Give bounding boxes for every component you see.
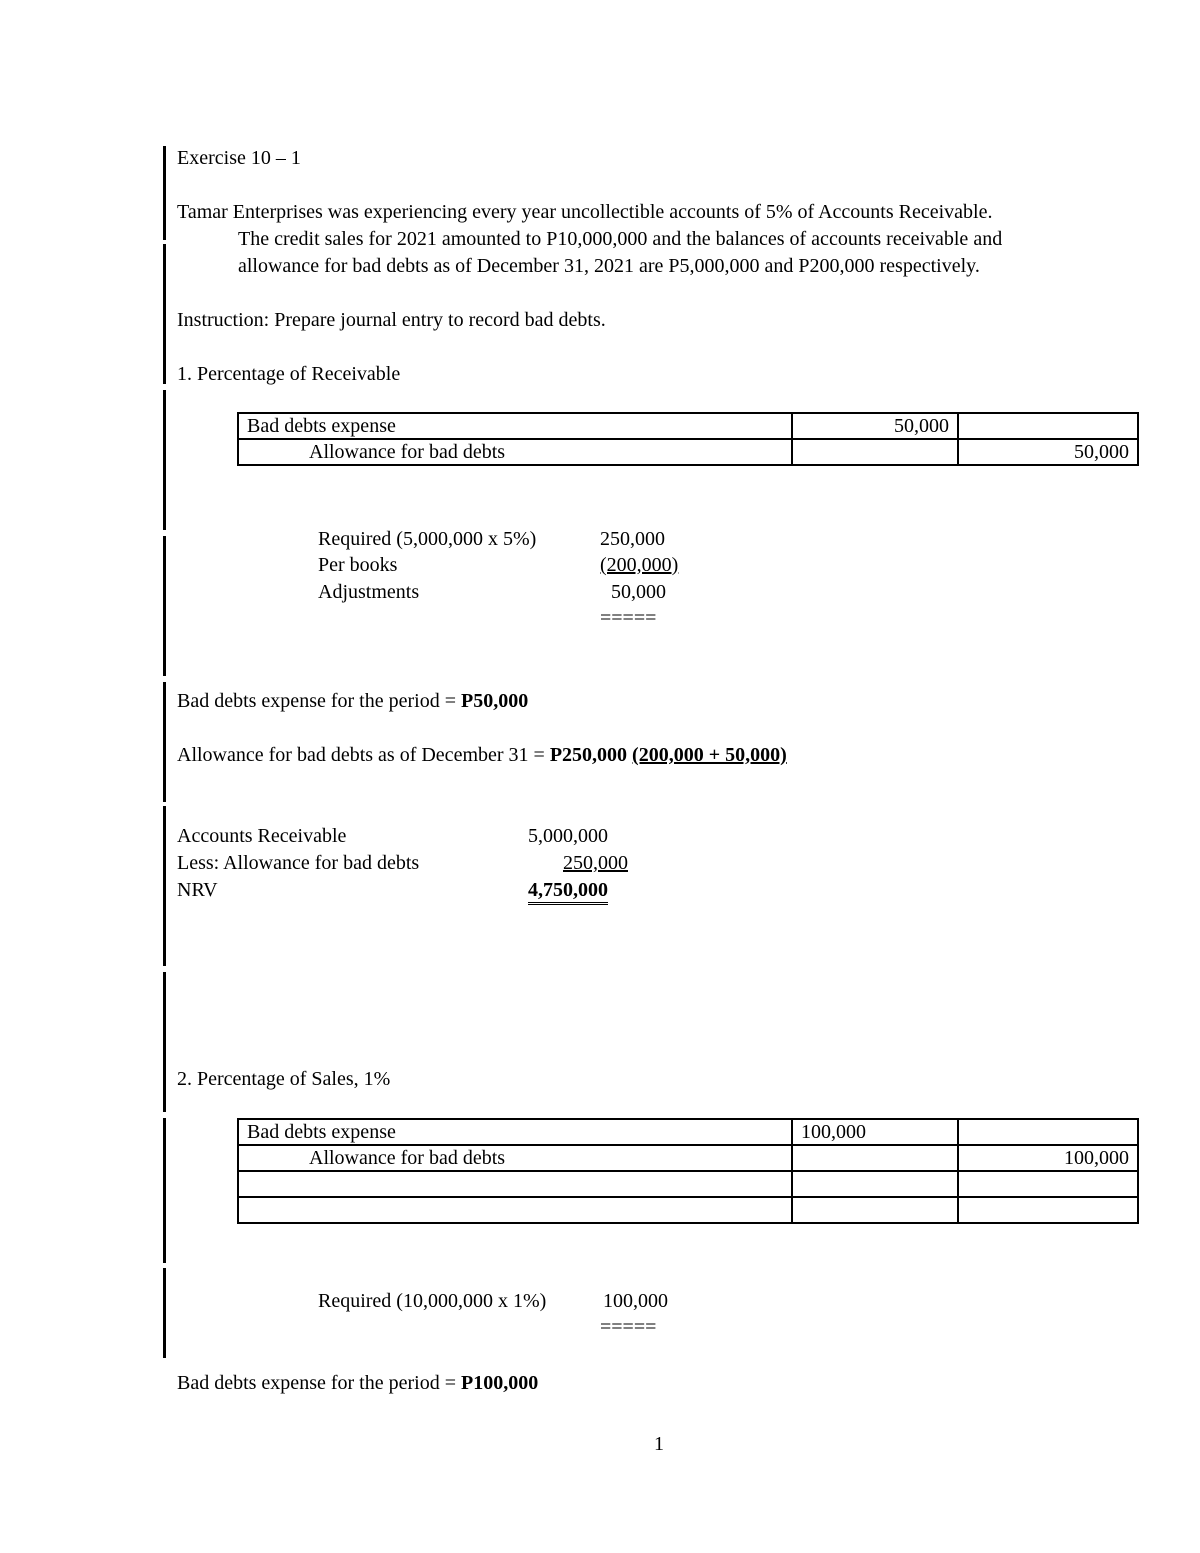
adjustments-label: Adjustments — [318, 581, 420, 603]
margin-bar — [163, 972, 166, 1112]
credit-cell: 100,000 — [958, 1145, 1138, 1171]
debit-cell — [792, 1171, 958, 1197]
nrv-label: NRV — [177, 879, 218, 901]
table-row — [238, 439, 1138, 465]
credit-cell — [958, 1171, 1138, 1197]
credit-cell — [958, 413, 1138, 439]
margin-bar — [163, 146, 166, 240]
ar-value: 5,000,000 — [528, 825, 608, 847]
expense-line-2 — [177, 1371, 538, 1395]
nrv-value: 4,750,000 — [528, 878, 608, 905]
part2-heading: 2. Percentage of Sales, 1% — [177, 1068, 391, 1090]
credit-cell: 50,000 — [958, 439, 1138, 465]
table-row — [238, 1145, 1138, 1171]
expense-value-2: P100,000 — [460, 1372, 539, 1394]
margin-bar — [163, 1118, 166, 1263]
less-label: Less: Allowance for bad debts — [177, 852, 420, 874]
double-rule-2: ===== — [600, 1316, 657, 1338]
debit-cell — [792, 1197, 958, 1223]
required-label-2: Required (10,000,000 x 1%) — [318, 1290, 547, 1312]
margin-bar — [163, 390, 166, 530]
credit-cell — [958, 1119, 1138, 1145]
problem-line-3: allowance for bad debts as of December 31, 2021 are P5,000,000 and P200,000 respectively. — [238, 255, 980, 277]
expense-text: Bad debts expense for the period = — [177, 690, 461, 712]
double-rule: ===== — [600, 607, 657, 629]
expense-line-1 — [177, 689, 528, 713]
required-value-2: 100,000 — [603, 1290, 668, 1312]
margin-bar — [163, 536, 166, 676]
table-row — [238, 1171, 1138, 1197]
margin-bar — [163, 806, 166, 966]
journal-entry-table-1 — [237, 412, 1139, 466]
table-row — [238, 1197, 1138, 1223]
table-row — [238, 413, 1138, 439]
expense-text-2: Bad debts expense for the period = — [177, 1372, 461, 1394]
debit-cell — [792, 1145, 958, 1171]
allowance-text: Allowance for bad debts as of December 31 = — [177, 744, 550, 766]
problem-line-2: The credit sales for 2021 amounted to P10,000,000 and the balances of accounts receivable and — [238, 228, 1003, 250]
less-value: 250,000 — [563, 852, 628, 874]
instruction: Instruction: Prepare journal entry to record bad debts. — [177, 309, 606, 331]
ar-label: Accounts Receivable — [177, 825, 347, 847]
required-value: 250,000 — [600, 528, 665, 550]
credit-cell — [958, 1197, 1138, 1223]
account-cell: Allowance for bad debts — [238, 439, 792, 465]
journal-entry-table-2 — [237, 1118, 1139, 1224]
exercise-title: Exercise 10 – 1 — [177, 147, 301, 169]
account-cell — [238, 1197, 792, 1223]
margin-bar — [163, 1268, 166, 1358]
margin-bar — [163, 682, 166, 802]
allowance-value: P250,000 — [549, 744, 628, 766]
debit-cell — [792, 439, 958, 465]
debit-cell: 100,000 — [792, 1119, 958, 1145]
adjustments-value: 50,000 — [611, 581, 666, 603]
account-cell: Bad debts expense — [238, 1119, 792, 1145]
debit-cell: 50,000 — [792, 413, 958, 439]
table-row — [238, 1119, 1138, 1145]
account-cell: Allowance for bad debts — [238, 1145, 792, 1171]
expense-value: P50,000 — [460, 690, 529, 712]
part1-heading: 1. Percentage of Receivable — [177, 363, 401, 385]
required-label: Required (5,000,000 x 5%) — [318, 528, 537, 550]
perbooks-label: Per books — [318, 554, 398, 576]
perbooks-value: (200,000) — [600, 554, 679, 576]
margin-bar — [163, 244, 166, 384]
account-cell — [238, 1171, 792, 1197]
account-cell: Bad debts expense — [238, 413, 792, 439]
allowance-line — [177, 743, 787, 767]
page-number: 1 — [654, 1433, 664, 1455]
problem-line-1: Tamar Enterprises was experiencing every year uncollectible accounts of 5% of Accounts Receivable. — [177, 201, 993, 223]
allowance-detail: (200,000 + 50,000) — [632, 744, 787, 766]
